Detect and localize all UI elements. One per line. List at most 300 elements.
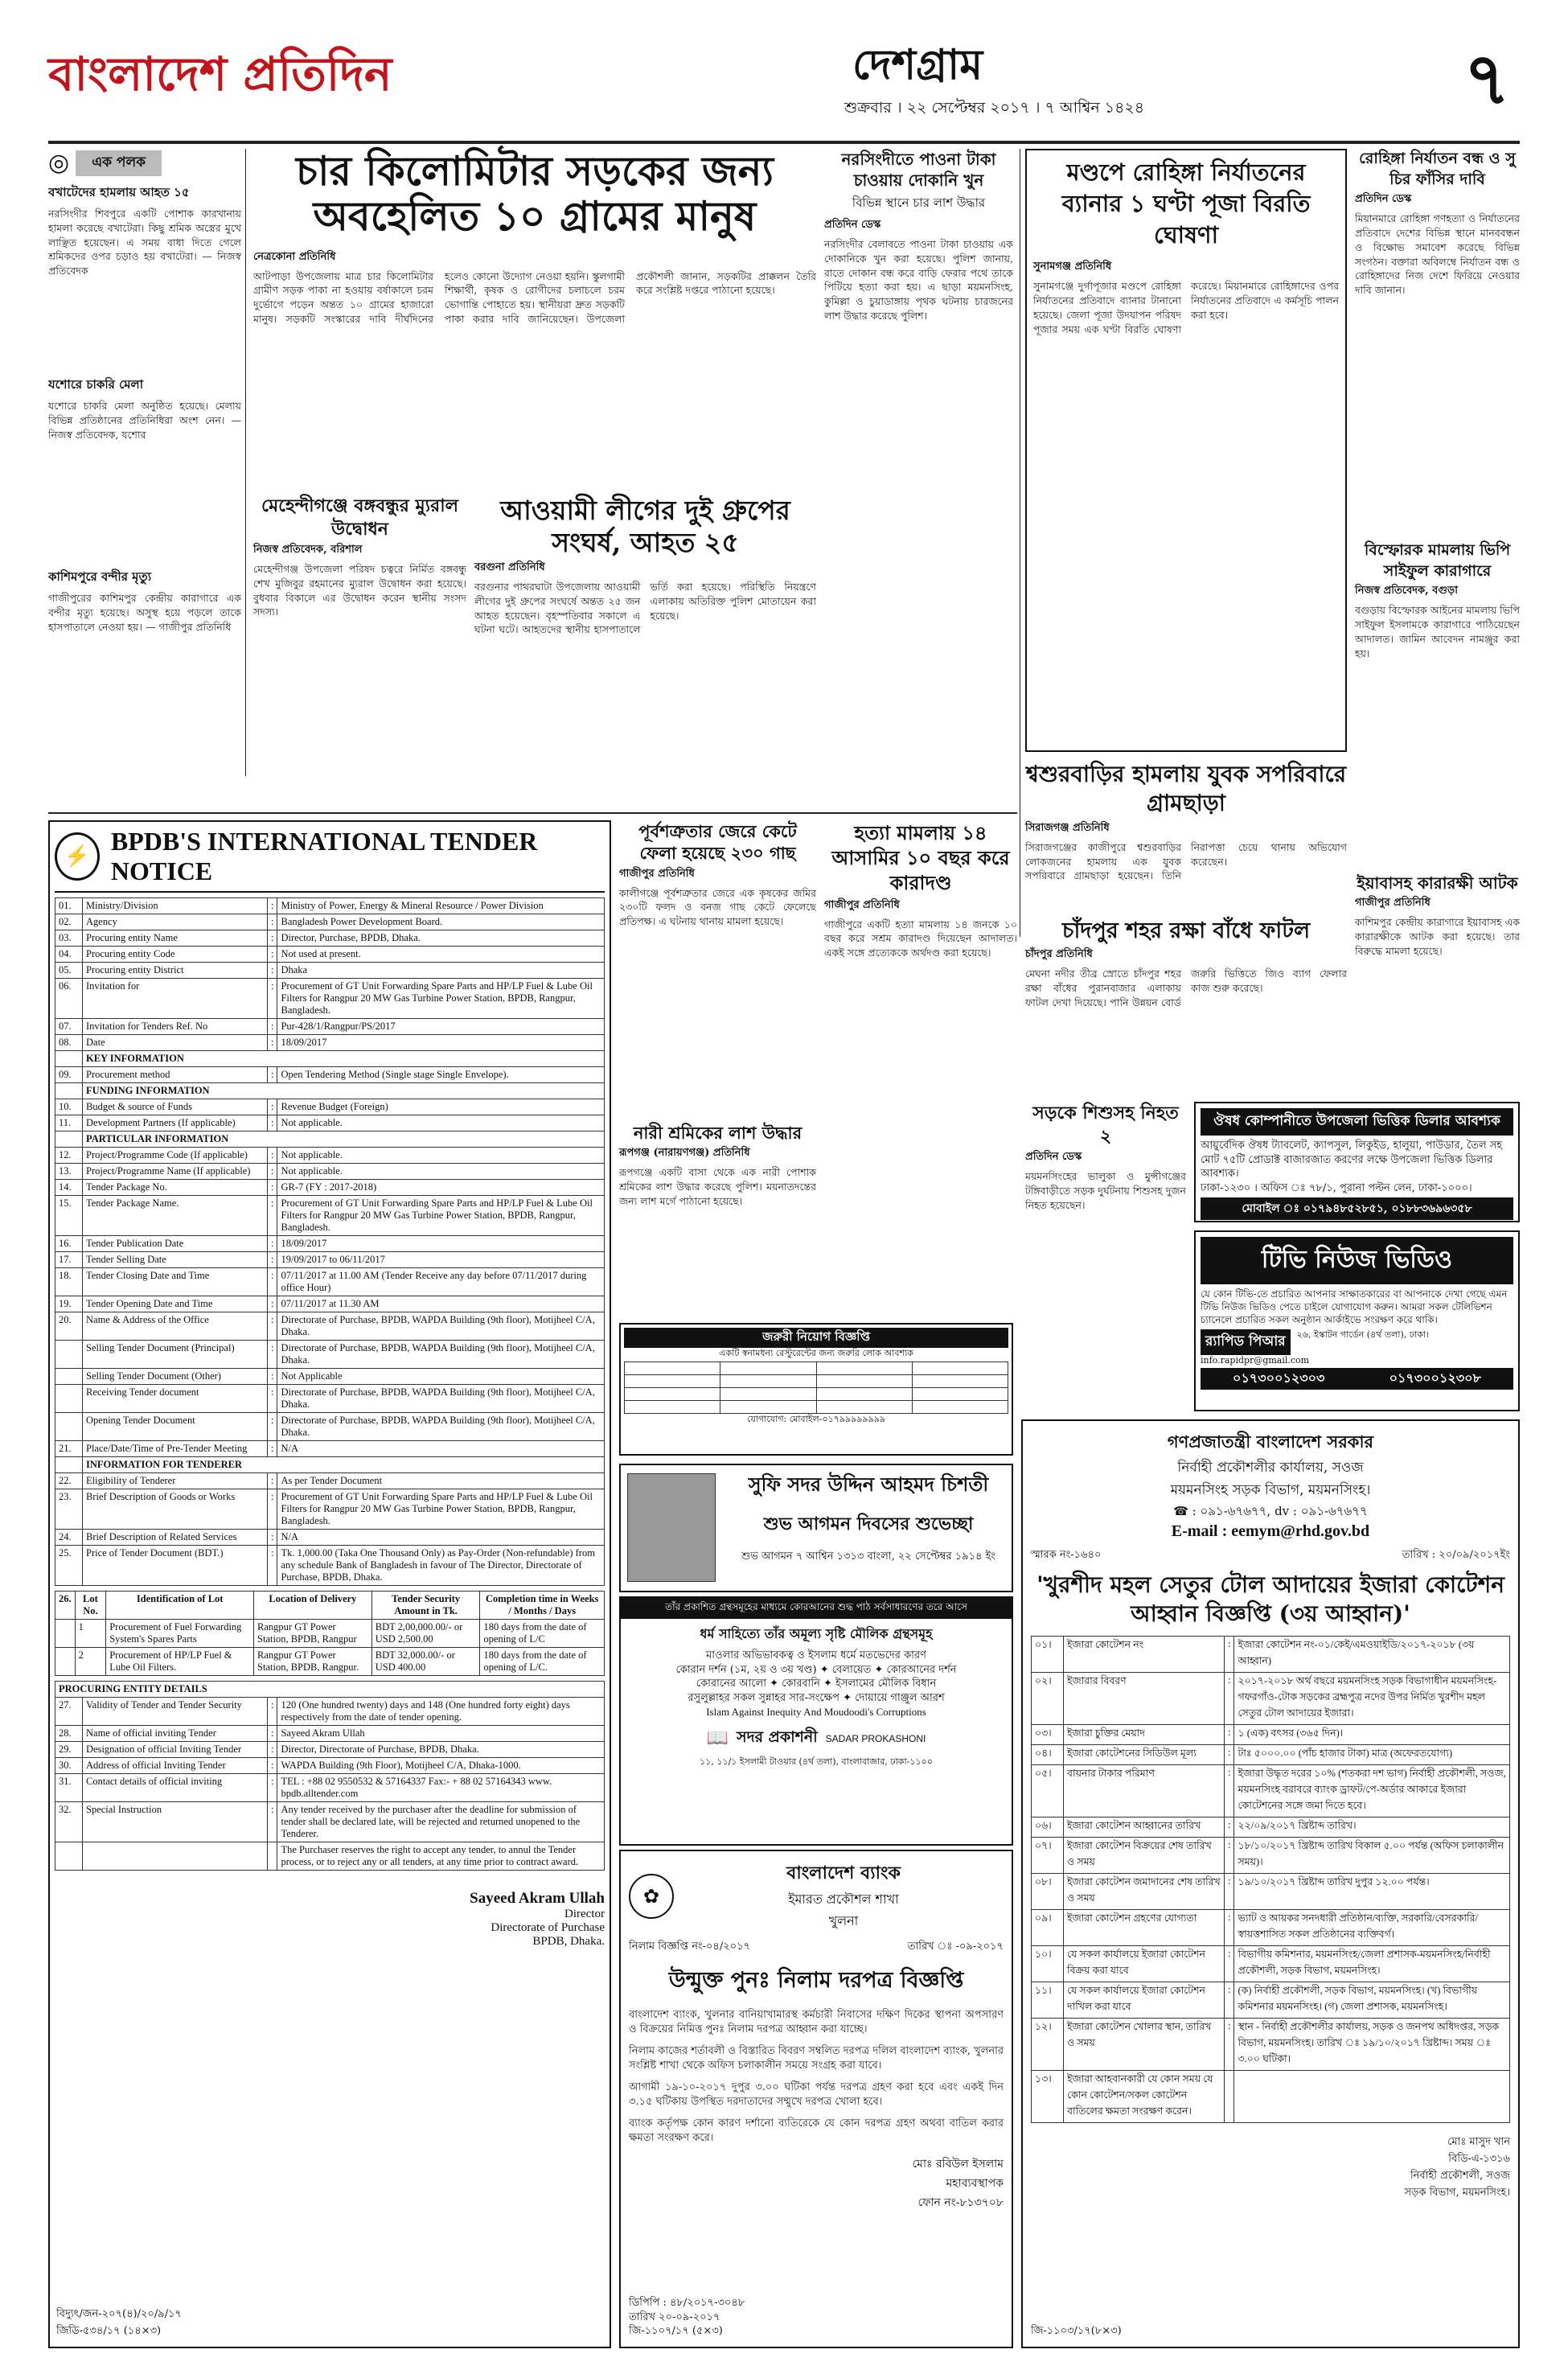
table-cell: 12. <box>55 1148 83 1164</box>
woman-byline: রূপগঞ্জ (নারায়ণগঞ্জ) প্রতিনিধি <box>619 1147 750 1160</box>
table-cell: 16. <box>55 1236 83 1252</box>
sadar-heading: ধর্ম সাহিত্যে তাঁর অমূল্য সৃষ্টি মৌলিক গ্রন্থসমূহ <box>700 1626 933 1641</box>
table-cell: : <box>268 1473 277 1489</box>
table-cell: Revenue Budget (Foreign) <box>277 1099 605 1115</box>
medicine-ad-address: ঢাকা-১২৩০ । অফিস ঃ ৭৮/১, পুরানা পল্টন লেন, ঢাকা-১০০০। <box>1201 1181 1472 1194</box>
table-cell: স্থান - নির্বাহী প্রকৌশলীর কার্যালয়, সড়ক ও জনপথ অধিদপ্তর, সড়ক বিভাগ, ময়মনসিংহ। তারিখ ঃ ১৯/১০/২০১৭ খ্রিষ্টাব্দ। সময় ঃ ৩.০০ ঘটিকা। <box>1234 2018 1510 2070</box>
table-cell: 120 (One hundred twenty) days and 148 (One hundred forty eight) days respectively from the date of tender opening. <box>277 1698 605 1726</box>
table-row <box>55 1489 605 1530</box>
signature-org: Directorate of Purchase <box>491 1921 605 1934</box>
table-cell: Directorate of Purchase, BPDB, WAPDA Building (9th floor), Motijheel C/A, Dhaka. <box>277 1385 605 1413</box>
rohingya-demand-body: মিয়ানমারে রোহিঙ্গা গণহত্যা ও নির্যাতনের প্রতিবাদে দেশের বিভিন্ন স্থানে মানববন্ধন ও বিক্ষোভ সমাবেশ করেছে বিভিন্ন সংগঠন। বক্তারা অবিলম্বে নির্যাতন বন্ধ ও রোহিঙ্গাদের নিজ দেশে ফিরিয়ে নেওয়ার দাবি জানান। <box>1355 212 1520 297</box>
table-cell: 05. <box>55 963 83 979</box>
rhd-email[interactable]: E-mail : eemym@rhd.gov.bd <box>1171 1522 1370 1540</box>
table-cell: : <box>268 1774 277 1802</box>
table-row <box>1032 1672 1510 1724</box>
table-cell: Price of Tender Document (BDT.) <box>83 1546 268 1586</box>
table-cell: Special Instruction <box>83 1802 268 1842</box>
table-cell: 24. <box>55 1530 83 1546</box>
table-cell: : <box>1225 1982 1234 2018</box>
table-cell: 09. <box>55 1067 83 1083</box>
table-cell: 31. <box>55 1774 83 1802</box>
bank-logo-icon: ✿ <box>629 1874 674 1919</box>
table-cell: 30. <box>55 1758 83 1774</box>
table-cell: : <box>1225 2018 1234 2070</box>
table-cell: KEY INFORMATION <box>83 1051 605 1067</box>
ek-polok-text: নরসিংদীর শিবপুরে একটি পোশাক কারখানায় হামলা করেছে বখাটেরা। কিছু শ্রমিক অস্ত্রের মুখে লাঞ্ছিত হয়েছেন। এ সময় বাধা দিতে গেলে শ্রমিকদের ওপর চড়াও হয় বখাটেরা। — নিজস্ব প্রতিবেদক <box>48 207 241 277</box>
table-row <box>1032 1636 1510 1672</box>
table-cell: : <box>268 1341 277 1369</box>
lead-story <box>253 149 816 487</box>
table-cell: Tk. 1,000.00 (Taka One Thousand Only) as Pay-Order (Non-refundable) from any schedule Bank of Bangladesh in favour of The Director, Directorate of Purchase, BPDB, Dhaka. <box>277 1546 605 1586</box>
table-row <box>55 1268 605 1296</box>
ek-polok-label: এক পলক <box>76 150 162 176</box>
bank-division: ইমারত প্রকৌশল শাখা <box>788 1891 899 1907</box>
mural-headline: মেহেন্দীগঞ্জে বঙ্গবন্ধুর ম্যুরাল উদ্বোধন <box>261 495 458 540</box>
bank-title: উন্মুক্ত পুনঃ নিলাম দরপত্র বিজ্ঞপ্তি <box>668 1968 964 1993</box>
table-row <box>1032 1837 1510 1873</box>
table-cell: 2 <box>75 1648 106 1676</box>
table-row <box>55 1148 605 1164</box>
table-cell: : <box>268 1180 277 1196</box>
table-cell: Agency <box>83 914 268 930</box>
bank-para-2: নিলাম কাজের শর্তাবলী ও বিস্তারিত বিবরণ সম্বলিত দরপত্র দলিল বাংলাদেশ ব্যাংক, খুলনার সংশ্লিষ্ট শাখা থেকে অফিস চলাকালীন সময়ে সংগ্রহ করা যাবে। <box>629 2044 1004 2072</box>
spiral-icon: ◎ <box>48 149 70 177</box>
table-row <box>55 1758 605 1774</box>
table-cell: ১ (এক) বৎসর (৩৬৫ দিন)। <box>1234 1724 1510 1744</box>
bank-para-1: বাংলাদেশ ব্যাংক, খুলনার বানিয়াখামারস্থ কর্মচারী নিবাসের দক্ষিণ দিকের স্থাপনা অপসারণ ও বিক্রয়ের নিমিত্ত পুনঃ নিলাম দরপত্র আহ্বান করা যাচ্ছে। <box>629 2009 1004 2036</box>
tender-footer <box>56 2306 182 2340</box>
table-cell: : <box>268 1035 277 1051</box>
rohingya-demand-byline: প্রতিদিন ডেস্ক <box>1355 193 1412 206</box>
table-cell: The Purchaser reserves the right to accept any tender, to annul the Tender process, or to reject any or all tenders, at any time prior to contract award. <box>277 1842 605 1871</box>
table-cell <box>55 1620 76 1648</box>
table-header-cell: Identification of Lot <box>106 1592 254 1620</box>
rhd-notice <box>1021 1419 1520 2348</box>
table-cell: ইজারা কোটেশন জমাদানের শেষ তারিখ ও সময় <box>1064 1873 1225 1909</box>
table-row <box>1032 1817 1510 1837</box>
table-row <box>55 1035 605 1051</box>
tv-ad-phones <box>1201 1368 1513 1390</box>
table-row <box>55 1099 605 1115</box>
table-cell: Place/Date/Time of Pre-Tender Meeting <box>83 1441 268 1457</box>
job-ad <box>619 1323 1013 1456</box>
table-cell: 14. <box>55 1180 83 1196</box>
table-row <box>1032 1945 1510 1982</box>
lead-headline: চার কিলোমিটার সড়কের জন্য <box>295 147 774 195</box>
table-row <box>55 1457 605 1473</box>
table-cell: : <box>268 1312 277 1341</box>
table-cell: Opening Tender Document <box>83 1413 268 1441</box>
masthead <box>48 24 1520 145</box>
table-cell: 29. <box>55 1742 83 1758</box>
table-cell: ০৫। <box>1032 1764 1064 1817</box>
table-cell: GR-7 (FY : 2017-2018) <box>277 1180 605 1196</box>
table-cell: ইজারা উদ্ধৃত দরের ১০% (শতকরা দশ ভাগ) নির্বাহী প্রকৌশলী, সওজ, ময়মনসিংহ বরাবরে ব্যাংক ড্রাফট/পে-অর্ডার আকারে ইজারা কোটেশনের সঙ্গে জমা দিতে হবে। <box>1234 1764 1510 1817</box>
bank-header <box>629 1859 1004 1932</box>
table-row <box>55 914 605 930</box>
medicine-ad-phone: মোবাইল ঃ ০১৭৯৪৮৫২৮৫১, ০১৮৮৩৬৯৬৩৫৮ <box>1201 1197 1513 1220</box>
narsingdi-subheadline: বিভিন্ন স্থানে চার লাশ উদ্ধার <box>852 195 986 210</box>
table-cell: Procurement of Fuel Forwarding System's Spares Parts <box>106 1620 254 1648</box>
table-row <box>1032 2070 1510 2122</box>
in-laws-body: সিরাজগঞ্জের কাজীপুরে শ্বশুরবাড়ির লোকজনের হামলায় এক যুবক সপরিবারে গ্রামছাড়া হয়েছেন। তিনি নিরাপত্তা চেয়ে থানায় অভিযোগ করেছেন। <box>1025 840 1347 882</box>
table-cell: 32. <box>55 1802 83 1842</box>
table-cell: 07/11/2017 at 11.30 AM <box>277 1296 605 1312</box>
woman-body: রূপগঞ্জে একটি বাসা থেকে এক নারী পোশাক শ্রমিকের লাশ উদ্ধার করেছে পুলিশ। ময়নাতদন্তের জন্য লাশ মর্গে পাঠানো হয়েছে। <box>619 1166 816 1207</box>
table-header-cell: Completion time in Weeks / Months / Days <box>480 1592 605 1620</box>
table-cell: Procurement of HP/LP Fuel & Lube Oil Filters. <box>106 1648 254 1676</box>
table-cell: : <box>268 1099 277 1115</box>
table-cell: 18. <box>55 1268 83 1296</box>
rhd-office: নির্বাহী প্রকৌশলীর কার্যালয়, সওজ <box>1177 1460 1364 1476</box>
section-title: দেশগ্রাম <box>852 41 983 89</box>
table-header-row <box>55 1592 605 1620</box>
table-cell: Procurement of GT Unit Forwarding Spare Parts and HP/LP Fuel & Lube Oil Filters for Rangpur 20 MW Gas Turbine Power Station, BPDB, Rangpur, Bangladesh. <box>277 979 605 1019</box>
table-cell: Ministry/Division <box>83 898 268 914</box>
table-cell: : <box>268 947 277 963</box>
table-cell: Tender Selling Date <box>83 1252 268 1268</box>
table-cell: Not Applicable <box>277 1369 605 1385</box>
ek-polok-text: যশোরে চাকরি মেলা অনুষ্ঠিত হয়েছে। মেলায় বিভিন্ন প্রতিষ্ঠানের প্রতিনিধিরা অংশ নেন। — নিজস্ব প্রতিবেদক, যশোর <box>48 400 241 441</box>
table-row <box>55 1369 605 1385</box>
table-row <box>55 1774 605 1802</box>
table-row <box>55 1083 605 1099</box>
murder-case-byline: গাজীপুর প্রতিনিধি <box>824 898 900 911</box>
table-cell <box>55 1083 83 1099</box>
table-cell: Receiving Tender document <box>83 1385 268 1413</box>
rhd-ref-row <box>1031 1547 1510 1564</box>
table-cell: ০৬। <box>1032 1817 1064 1837</box>
table-header-cell: Lot No. <box>75 1592 106 1620</box>
bomb-case-headline: বিস্ফোরক মামলায় ভিপি সাইফুল কারাগারে <box>1364 541 1511 580</box>
in-laws-byline: সিরাজগঞ্জ প্রতিনিধি <box>1025 821 1110 834</box>
bank-date: তারিখ ঃ -০৯-২০১৭ <box>907 1941 1004 1953</box>
sufi-portrait <box>627 1473 716 1582</box>
table-row <box>1032 1764 1510 1817</box>
page-number: ৭ <box>1463 37 1511 121</box>
table-cell: : <box>268 1413 277 1441</box>
ek-polok-item <box>48 568 241 768</box>
bank-footer-2: তারিখ ২০-০৯-২০১৭ <box>629 2310 720 2323</box>
trees-body: কালীগঞ্জে পূর্বশত্রুতার জেরে এক কৃষকের জমির ২৩০টি ফলদ ও বনজ গাছ কেটে ফেলেছে প্রতিপক্ষ। এ ঘটনায় থানায় মামলা হয়েছে। <box>619 886 816 928</box>
column-divider <box>245 149 246 776</box>
table-cell: 03. <box>55 930 83 947</box>
table-cell: PARTICULAR INFORMATION <box>83 1132 605 1148</box>
table-cell: : <box>268 914 277 930</box>
table-cell: Rangpur GT Power Station, BPDB, Rangpur. <box>254 1648 372 1676</box>
table-cell: : <box>1225 1764 1234 1817</box>
table-row <box>55 1180 605 1196</box>
table-cell: Invitation for Tenders Ref. No <box>83 1019 268 1035</box>
table-cell: 180 days from the date of opening of L/C. <box>480 1648 605 1676</box>
table-cell: ১৩। <box>1032 2070 1064 2122</box>
table-cell: ০৯। <box>1032 1909 1064 1945</box>
table-cell: ১০। <box>1032 1945 1064 1982</box>
tender-signature <box>55 1890 605 1949</box>
table-cell: 17. <box>55 1252 83 1268</box>
awami-body: বরগুনার পাথরঘাটা উপজেলায় আওয়ামী লীগের দুই গ্রুপের সংঘর্ষে অন্তত ২৫ জন আহত হয়েছেন। বৃহস্পতিবার সকালে এ ঘটনা ঘটে। আহতদের স্থানীয় হাসপাতালে ভর্তি করা হয়েছে। পরিস্থিতি নিয়ন্ত্রণে এলাকায় অতিরিক্ত পুলিশ মোতায়েন করা হয়েছে। <box>474 581 816 636</box>
table-cell: ০৩। <box>1032 1724 1064 1744</box>
yaba-byline: গাজীপুর প্রতিনিধি <box>1355 897 1430 909</box>
tender-lot-table <box>55 1591 605 1676</box>
table-row <box>55 1530 605 1546</box>
table-cell: 19/09/2017 to 06/11/2017 <box>277 1252 605 1268</box>
woman-story <box>619 1122 816 1315</box>
table-cell: ০২। <box>1032 1672 1064 1724</box>
table-cell: Not applicable. <box>277 1164 605 1180</box>
tv-ad-phone-2: ০১৭৩০০১২৩০৮ <box>1389 1370 1481 1386</box>
table-row <box>55 963 605 979</box>
table-cell: Invitation for <box>83 979 268 1019</box>
table-cell: WAPDA Building (9th Floor), Motijheel C/A, Dhaka-1000. <box>277 1758 605 1774</box>
table-cell: : <box>268 1802 277 1842</box>
yaba-headline: ইয়াবাসহ কারারক্ষী আটক <box>1357 873 1518 893</box>
table-cell: ০৮। <box>1032 1873 1064 1909</box>
job-ad-footer: যোগাযোগ: মোবাইল-০১৭৯৯৯৯৯৯৯৯ <box>746 1413 885 1424</box>
table-cell: 11. <box>55 1115 83 1132</box>
rhd-phone: ☎ : ০৯১-৬৭৬৭৭, dv : ০৯১-৬৭৬৭৭ <box>1173 1504 1368 1518</box>
rhd-division: ময়মনসিংহ সড়ক বিভাগ, ময়মনসিংহ। <box>1170 1482 1371 1498</box>
table-cell: Director, Directorate of Purchase, BPDB, Dhaka. <box>277 1742 605 1758</box>
bank-signer <box>629 2154 1004 2212</box>
table-cell: Rangpur GT Power Station, BPDB, Rangpur <box>254 1620 372 1648</box>
table-cell: ইজারা আহবানকারী যে কোন সময় যে কোন কোটেশন/সকল কোটেশন বাতিলের ক্ষমতা সংরক্ষণ করেন। <box>1064 2070 1225 2122</box>
rhd-gov: গণপ্রজাতন্ত্রী বাংলাদেশ সরকার <box>1167 1431 1374 1452</box>
tv-ad-brand-row <box>1201 1329 1513 1355</box>
table-cell: Validity of Tender and Tender Security <box>83 1698 268 1726</box>
tv-ad-address: ২৬, ইস্কাটন গার্ডেন (৪র্থ তলা), ঢাকা। <box>1296 1329 1430 1340</box>
table-cell: : <box>268 1385 277 1413</box>
trees-byline: গাজীপুর প্রতিনিধি <box>619 867 695 880</box>
bank-ref-row <box>629 1939 1004 1956</box>
table-cell: ০১। <box>1032 1636 1064 1672</box>
table-cell: Ministry of Power, Energy & Mineral Resource / Power Division <box>277 898 605 914</box>
bank-footer-1: ডিপিপি : ৪৮/২০১৭-৩০৪৮ <box>629 2297 745 2310</box>
bomb-case-story <box>1355 540 1520 862</box>
chandpur-story <box>1025 917 1347 1094</box>
table-row <box>55 930 605 947</box>
sadar-line-2: কোরান দর্শন (১ম, ২য় ও ৩য় খণ্ড) ✦ বেলায়েত ✦ কোরআনের দর্শন <box>675 1663 957 1676</box>
murder-case-story <box>824 820 1017 1315</box>
table-cell: 04. <box>55 947 83 963</box>
chandpur-headline: চাঁদপুর শহর রক্ষা বাঁধে ফাটল <box>1061 918 1311 943</box>
table-cell: Selling Tender Document (Principal) <box>83 1341 268 1369</box>
bank-signer-title: মহাব্যবস্থাপক <box>946 2176 1004 2190</box>
newspaper-logo: বাংলাদেশ প্রতিদিন <box>48 47 392 101</box>
woman-headline: নারী শ্রমিকের লাশ উদ্ধার <box>633 1123 802 1143</box>
table-row <box>1032 1909 1510 1945</box>
table-row <box>55 1196 605 1236</box>
sadar-publisher-row <box>621 1726 1012 1752</box>
table-cell: 1 <box>75 1620 106 1648</box>
table-cell: : <box>268 1268 277 1296</box>
murder-case-headline: হত্যা মামলায় ১৪ আসামির ১০ বছর করে কারাদণ্ড <box>831 821 1010 895</box>
table-header-cell: Location of Delivery <box>254 1592 372 1620</box>
ek-polok-item <box>48 376 241 560</box>
table-cell <box>55 1051 83 1067</box>
table-cell: 180 days from the date of opening of L/C <box>480 1620 605 1648</box>
table-cell: : <box>268 979 277 1019</box>
sadar-ad <box>619 1596 1013 1846</box>
table-row <box>55 979 605 1019</box>
table-cell: Director, Purchase, BPDB, Dhaka. <box>277 930 605 947</box>
rhd-date: তারিখ : ২০/০৯/২০১৭ইং <box>1402 1549 1510 1561</box>
yaba-body: কাশিমপুর কেন্দ্রীয় কারাগারে ইয়াবাসহ এক কারারক্ষীকে আটক করা হয়েছে। তার বিরুদ্ধে মামলা হয়েছে। <box>1355 916 1520 957</box>
table-cell: বায়নার টাকার পরিমাণ <box>1064 1764 1225 1817</box>
table-cell: Not used at present. <box>277 947 605 963</box>
ek-polok-text: গাজীপুরের কাশিমপুর কেন্দ্রীয় কারাগারে এক বন্দীর মৃত্যু হয়েছে। অসুস্থ হয়ে পড়লে তাকে হাসপাতালে নেওয়া হয়। — গাজীপুর প্রতিনিধি <box>48 592 241 633</box>
table-cell: 07/11/2017 at 11.00 AM (Tender Receive any day before 07/11/2017 during office Hour) <box>277 1268 605 1296</box>
signature-org-2: BPDB, Dhaka. <box>532 1935 605 1948</box>
table-cell: : <box>268 1252 277 1268</box>
table-cell: : <box>268 1164 277 1180</box>
table-row <box>55 1742 605 1758</box>
table-cell <box>55 1132 83 1148</box>
table-cell: 18/09/2017 <box>277 1236 605 1252</box>
table-cell: : <box>1225 1636 1234 1672</box>
rhd-signer <box>1031 2134 1510 2202</box>
tv-news-ad <box>1194 1230 1520 1411</box>
table-cell: : <box>268 1758 277 1774</box>
table-cell: Bangladesh Power Development Board. <box>277 914 605 930</box>
table-cell <box>55 1648 76 1676</box>
rohingya-banner-byline: সুনামগঞ্জ প্রতিনিধি <box>1033 261 1112 273</box>
table-cell: Procurement method <box>83 1067 268 1083</box>
bank-para-3: আগামী ১৯-১০-২০১৭ দুপুর ৩.০০ ঘটিকা পর্যন্ত দরপত্র গ্রহণ করা হবে এবং একই দিন ৩.১৫ ঘটিকায় উপস্থিত দরদাতাদের সম্মুখে দরপত্র খোলা হবে। <box>629 2080 1004 2109</box>
table-cell: Budget & source of Funds <box>83 1099 268 1115</box>
table-cell: Name & Address of the Office <box>83 1312 268 1341</box>
table-cell: Tender Publication Date <box>83 1236 268 1252</box>
lead-body: আটপাড়া উপজেলায় মাত্র চার কিলোমিটার গ্রামীণ সড়ক পাকা না হওয়ায় বর্ষাকালে চরম দুর্ভোগে পড়েন অন্তত ১০ গ্রামের হাজারো মানুষ। সড়কটি সংস্কারের দাবি দীর্ঘদিনের হলেও কোনো উদ্যোগ নেওয়া হয়নি। স্কুলগামী শিক্ষার্থী, কৃষক ও রোগীদের চলাচলে চরম ভোগান্তি পোহাতে হয়। স্থানীয়রা দ্রুত সড়কটি পাকা করার দাবি জানিয়েছেন। উপজেলা প্রকৌশলী জানান, সড়কটির প্রাক্কলন তৈরি করে সংশ্লিষ্ট দপ্তরে পাঠানো হয়েছে। <box>253 269 816 325</box>
table-cell: BDT 32,000.00/- or USD 400.00 <box>371 1648 480 1676</box>
table-cell: Not applicable. <box>277 1115 605 1132</box>
lead-byline: নেত্রকোনা প্রতিনিধি <box>253 250 336 263</box>
table-cell: 21. <box>55 1441 83 1457</box>
table-cell: N/A <box>277 1441 605 1457</box>
in-laws-headline: শ্বশুরবাড়ির হামলায় যুবক সপরিবারে গ্রামছাড়া <box>1025 761 1347 817</box>
sadar-publisher-en: SADAR PROKASHONI <box>825 1732 926 1744</box>
table-cell: : <box>268 963 277 979</box>
awami-headline: আওয়ামী লীগের দুই গ্রুপের <box>500 495 790 526</box>
section-divider <box>48 812 1017 814</box>
bank-para-4: ব্যাংক কর্তৃপক্ষ কোন কারণ দর্শানো ব্যতিরেকে যে কোন দরপত্র গ্রহণ অথবা বাতিল করার ক্ষমতা সংরক্ষণ করে। <box>629 2117 1004 2145</box>
table-cell: Directorate of Purchase, BPDB, WAPDA Building (9th floor), Motijheel C/A, Dhaka. <box>277 1312 605 1341</box>
tender-table <box>55 897 605 1586</box>
table-cell: : <box>268 1369 277 1385</box>
table-cell: : <box>1225 1945 1234 1982</box>
table-cell: Pur-428/1/Rangpur/PS/2017 <box>277 1019 605 1035</box>
table-cell <box>1225 2070 1234 2122</box>
table-cell: : <box>268 1489 277 1530</box>
table-cell: Any tender received by the purchaser after the deadline for submission of tender shall be declared late, will be rejected and returned unopened to the Tenderer. <box>277 1802 605 1842</box>
medicine-ad-body: আয়ুর্বেদিক ঔষধ ট্যাবলেট, ক্যাপসুল, লিকুইড, হালুয়া, পাউডার, তৈল সহ মোট ৭৫টি প্রোডাক্ট বাজারজাত করণের লক্ষে উপজেলা ভিত্তিক ডিলার আবশ্যক। <box>1201 1140 1503 1181</box>
rhd-footer: জি-১১০৩/১৭(৮×৩) <box>1031 2325 1122 2338</box>
table-row <box>55 1019 605 1035</box>
table-row <box>55 1698 605 1726</box>
table-cell: Development Partners (If applicable) <box>83 1115 268 1132</box>
table-cell: : <box>1225 1724 1234 1744</box>
table-cell: : <box>268 1236 277 1252</box>
tv-ad-phone-1: ০১৭৩০০১২৩০৩ <box>1233 1370 1325 1386</box>
bank-signer-phone: ফোন নং-৮১৩৭০৮ <box>917 2195 1004 2209</box>
table-cell: Contact details of official inviting <box>83 1774 268 1802</box>
table-cell: ইজারা কোটেশন বিক্রয়ের শেষ তারিখ ও সময় <box>1064 1837 1225 1873</box>
sufi-ad <box>619 1464 1013 1592</box>
rohingya-banner-headline: মণ্ডপে রোহিঙ্গা নির্যাতনের ব্যানার ১ ঘণ্টা পূজা বিরতি ঘোষণা <box>1061 158 1311 249</box>
table-row <box>55 1413 605 1441</box>
rhd-title: 'খুরশীদ মহল সেতুর টোল আদায়ের ইজারা কোটেশন আহ্বান বিজ্ঞপ্তি (৩য় আহ্বান)' <box>1036 1571 1504 1628</box>
table-cell: Open Tendering Method (Single stage Single Envelope). <box>277 1067 605 1083</box>
table-row <box>55 1312 605 1341</box>
table-cell: : <box>268 1546 277 1586</box>
table-cell <box>1234 2070 1510 2122</box>
table-header-row <box>55 1682 605 1698</box>
table-cell: Name of official inviting Tender <box>83 1726 268 1742</box>
table-header-cell: Tender Security Amount in Tk. <box>371 1592 480 1620</box>
table-cell: As per Tender Document <box>277 1473 605 1489</box>
table-cell: 18/09/2017 <box>277 1035 605 1051</box>
table-row <box>55 1132 605 1148</box>
table-cell: : <box>268 1148 277 1164</box>
tender-footer-ref: বিদ্যুৎ/জন-২০৭(৪)/২০/৯/১৭ <box>56 2308 182 2320</box>
table-cell: 10. <box>55 1099 83 1115</box>
medicine-ad <box>1194 1102 1520 1222</box>
table-cell: 06. <box>55 979 83 1019</box>
table-cell: বিভাগীয় কমিশনার, ময়মনসিংহ/জেলা প্রশাসক-ময়মনসিংহ/নির্বাহী প্রকৌশলী, সড়ক বিভাগ, ময়মনসিংহ। <box>1234 1945 1510 1982</box>
table-cell: 20. <box>55 1312 83 1341</box>
table-cell: Procuring entity District <box>83 963 268 979</box>
ek-polok-title: যশোরে চাকরি মেলা <box>48 377 144 392</box>
table-cell: ০৪। <box>1032 1744 1064 1764</box>
table-cell: FUNDING INFORMATION <box>83 1083 605 1099</box>
tv-ad-email[interactable]: info.rapidpr@gmail.com <box>1201 1354 1310 1366</box>
issue-date: শুক্রবার । ২২ সেপ্টেম্বর ২০১৭ । ৭ আশ্বিন ১৪২৪ <box>844 99 1145 117</box>
narsingdi-headline: নরসিংদীতে পাওনা টাকা চাওয়ায় দোকানি খুন <box>841 150 996 190</box>
road-accident-body: ময়মনসিংহের ভালুকা ও মুন্সীগঞ্জের টঙ্গিবাড়ীতে সড়ক দুর্ঘটনায় শিশুসহ দুজন নিহত হয়েছেন। <box>1025 1170 1186 1211</box>
table-cell: Procuring entity Code <box>83 947 268 963</box>
bank-footer-3: জি-১১০৭/১৭ (৫×৩) <box>629 2325 723 2338</box>
table-cell: BDT 2,00,000.00/- or USD 2,500.00 <box>371 1620 480 1648</box>
table-row <box>55 1115 605 1132</box>
table-row <box>55 1473 605 1489</box>
table-cell: ইজারা কোটেশনের সিডিউল মূল্য <box>1064 1744 1225 1764</box>
sadar-english: Islam Against Inequity And Moudoodi's Corruptions <box>706 1706 926 1719</box>
rohingya-demand-headline: রোহিঙ্গা নির্যাতন বন্ধ ও সু চির ফাঁসির দাবি <box>1359 150 1516 188</box>
table-cell: : <box>268 930 277 947</box>
awami-byline: বরগুনা প্রতিনিধি <box>474 561 545 574</box>
table-cell: (ক) নির্বাহী প্রকৌশলী, সড়ক বিভাগ, ময়মনসিংহ। (খ) বিভাগীয় কমিশনার ময়মনসিংহ। (গ) জেলা প্রশাসক, ময়মনসিংহ। <box>1234 1982 1510 2018</box>
medicine-ad-title: ঔষধ কোম্পানীতে উপজেলা ভিত্তিক ডিলার আবশ্যক <box>1201 1108 1513 1136</box>
table-cell: Brief Description of Goods or Works <box>83 1489 268 1530</box>
table-cell: ইজারা কোটেশন নং <box>1064 1636 1225 1672</box>
table-row <box>55 1236 605 1252</box>
table-cell <box>55 1413 83 1441</box>
sadar-banner: তাঁর প্রকাশিত গ্রন্থসমূহের মাধ্যমে কোরআনের শুদ্ধ পাঠ সর্বসাধারণের তরে আসে <box>621 1598 1012 1619</box>
table-cell: যে সকল কার্যালয়ে ইজারা কোটেশন দাখিল করা যাবে <box>1064 1982 1225 2018</box>
table-cell: : <box>268 1196 277 1236</box>
table-cell: 02. <box>55 914 83 930</box>
table-header-cell: 26. <box>55 1592 76 1620</box>
table-cell: Brief Description of Related Services <box>83 1530 268 1546</box>
bpdb-logo-icon: ⚡ <box>55 832 100 881</box>
rhd-signer-name: মোঃ মাসুদ খান <box>1447 2135 1510 2148</box>
table-cell: Procurement of GT Unit Forwarding Spare Parts and HP/LP Fuel & Lube Oil Filters for Rangpur 20 MW Gas Turbine Power Station, BPDB, Rangpur, Bangladesh. <box>277 1489 605 1530</box>
table-row <box>55 1385 605 1413</box>
book-icon: 📖 <box>706 1728 729 1749</box>
table-cell: Tender Closing Date and Time <box>83 1268 268 1296</box>
table-cell: Project/Programme Code (If applicable) <box>83 1148 268 1164</box>
